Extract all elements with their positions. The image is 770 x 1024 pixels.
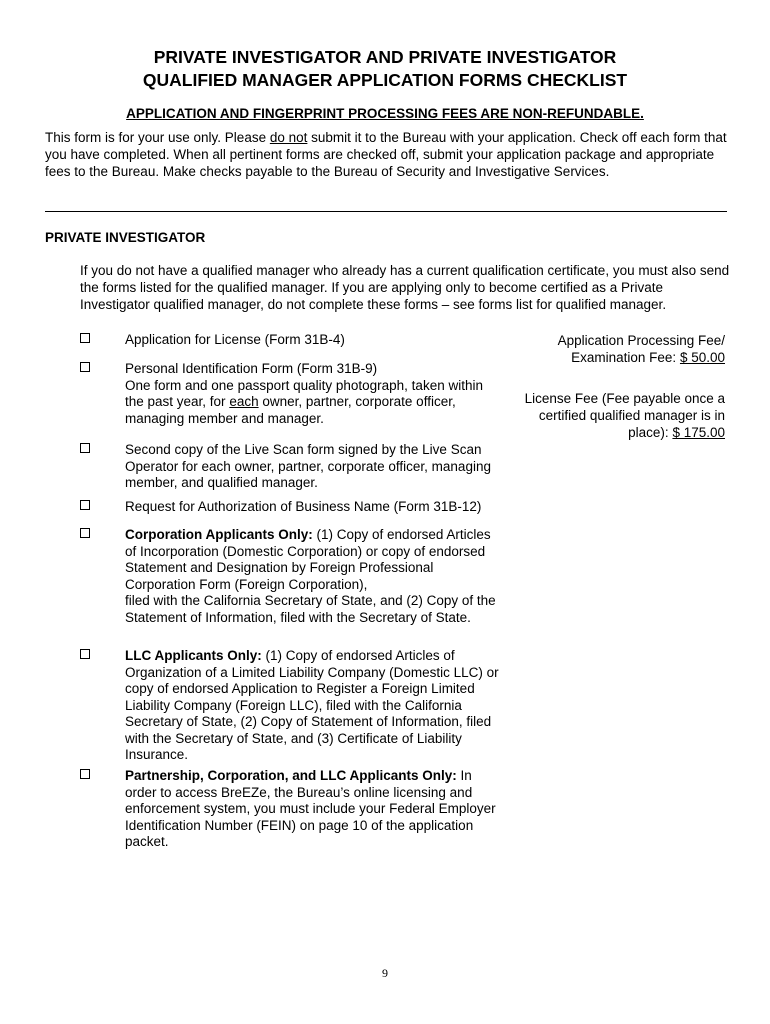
document-title-line-1: PRIVATE INVESTIGATOR AND PRIVATE INVESTIGATOR [153, 47, 617, 67]
item-text: Application for License (Form 31B-4) [125, 332, 345, 347]
checkbox[interactable] [80, 528, 90, 538]
item-text: Corporation Applicants Only: (1) Copy of endorsed Articles of Incorporation (Domestic Corporation) or copy of endorsed Statement and Designation by Foreign Professional Corporation Form (Foreign Corporation), filed with the California Secretary of State, and (2) Copy of the Statement of Information, filed with the Secretary of State. [125, 527, 496, 625]
checkbox[interactable] [80, 333, 90, 343]
checkbox[interactable] [80, 443, 90, 453]
processing-fee: Application Processing Fee/ Examination Fee: $ 50.00 [557, 333, 725, 365]
intro-paragraph: This form is for your use only. Please do not submit it to the Bureau with your application. Check off each form that you have completed. When all pertinent forms are checked off, submit your application package and appropriate fees to the Bureau. Make checks payable to the Bureau of Security and Investigative Services. [45, 130, 727, 179]
processing-fee-amount: $ 50.00 [679, 350, 725, 365]
checkbox[interactable] [80, 500, 90, 510]
item-text: Partnership, Corporation, and LLC Applicants Only: In order to access BreEZe, the Bureau’s online licensing and enforcement system, you must include your Federal Employer Identification Number (FEIN) on page 10 of the application packet. [125, 768, 496, 849]
fees-non-refundable-notice: APPLICATION AND FINGERPRINT PROCESSING FEES ARE NON-REFUNDABLE. [126, 106, 644, 121]
license-fee: License Fee (Fee payable once a certified qualified manager is in place): $ 175.00 [524, 391, 725, 440]
item-text: Personal Identification Form (Form 31B-9) One form and one passport quality photograph, taken within the past year, for each owner, partner, corporate officer, managing member and manager. [125, 361, 483, 426]
checkbox[interactable] [80, 649, 90, 659]
item-text: Request for Authorization of Business Name (Form 31B-12) [125, 499, 482, 514]
horizontal-divider [45, 211, 727, 212]
checkbox[interactable] [80, 769, 90, 779]
document-title-line-2: QUALIFIED MANAGER APPLICATION FORMS CHECKLIST [142, 70, 628, 90]
section-heading: PRIVATE INVESTIGATOR [45, 230, 206, 245]
checkbox[interactable] [80, 362, 90, 372]
item-text: Second copy of the Live Scan form signed by the Live Scan Operator for each owner, partner, corporate officer, managing member, and qualified manager. [125, 442, 491, 490]
item-text: LLC Applicants Only: (1) Copy of endorsed Articles of Organization of a Limited Liability Company (Domestic LLC) or copy of endorsed Application to Register a Foreign Limited Liability Company (Foreign LLC), filed with the California Secretary of State, (2) Copy of Statement of Information, filed with the Secretary of State, and (3) Certificate of Liability Insurance. [125, 648, 499, 762]
do-not-underlined: do not [269, 130, 308, 145]
license-fee-amount: $ 175.00 [672, 425, 725, 440]
each-underlined: each [229, 394, 259, 409]
page-number: 9 [382, 966, 388, 980]
section-intro: If you do not have a qualified manager who already has a current qualification certificate, you must also send the forms listed for the qualified manager. If you are applying only to become certified as a Private Investigator qualified manager, do not complete these forms – see forms list for qualified manager. [80, 263, 730, 312]
